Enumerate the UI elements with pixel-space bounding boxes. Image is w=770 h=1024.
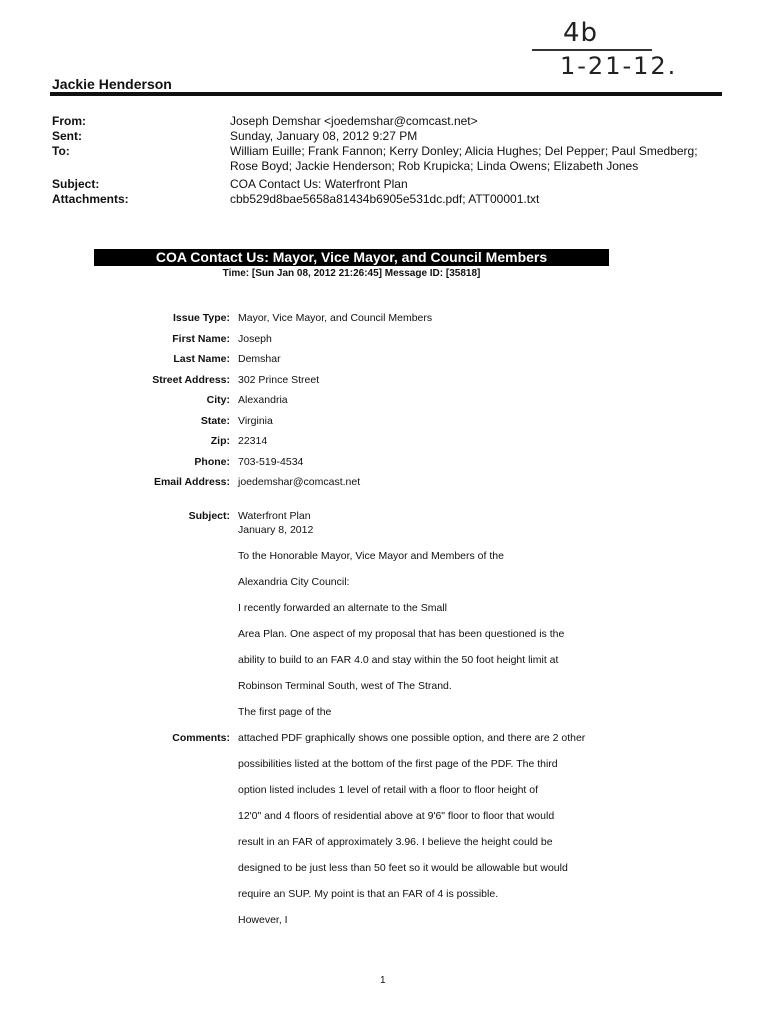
field-row (100, 393, 620, 407)
comment-line-row (100, 549, 620, 563)
comment-line: January 8, 2012 (238, 524, 314, 536)
comment-line-row (100, 913, 620, 927)
comment-line: designed to be just less than 50 feet so it would be allowable but would (238, 862, 568, 874)
comment-line: 12'0" and 4 floors of residential above at 9'6" floor to floor that would (238, 810, 555, 822)
field-row (100, 434, 620, 448)
field-label: Issue Type: (173, 312, 230, 324)
comment-line-row (100, 601, 620, 615)
field-value: Virginia (238, 414, 273, 427)
field-value: Mayor, Vice Mayor, and Council Members (238, 312, 433, 324)
header-label: Attachments: (52, 192, 129, 206)
comment-line-row (100, 523, 620, 537)
subject-field-value: Waterfront Plan (238, 510, 311, 522)
page-number: 1 (380, 975, 386, 986)
mailbox-owner-name: Jackie Henderson (52, 76, 172, 92)
comment-line: Alexandria City Council: (238, 576, 350, 588)
field-value: 302 Prince Street (238, 373, 320, 386)
field-label: Zip: (210, 435, 230, 447)
header-to-value: William Euille; Frank Fannon; Kerry Donley; Alicia Hughes; Del Pepper; Paul Smedberg; Rose Boyd; Jackie Henderson; Rob Krupicka; Linda Owens; Elizabeth Jones (230, 144, 698, 173)
field-label: State: (200, 414, 230, 427)
comments-section (100, 509, 620, 927)
comment-line: attached PDF graphically shows one possible option, and there are 2 other (238, 732, 586, 744)
comment-line-row (100, 575, 620, 589)
handwritten-date: 1-21-12. (560, 52, 678, 80)
field-value: 703-519-4534 (238, 455, 304, 468)
field-value: joedemshar@comcast.net (238, 476, 361, 488)
subject-field-row (100, 509, 620, 523)
comment-line: possibilities listed at the bottom of the first page of the PDF. The third (238, 758, 558, 770)
header-attachments-row (52, 192, 722, 207)
header-label: Sent: (52, 129, 82, 143)
comment-line-row (100, 809, 620, 823)
comment-line-row (100, 861, 620, 875)
field-value: Demshar (238, 353, 281, 365)
field-label: City: (206, 394, 230, 406)
comment-line: result in an FAR of approximately 3.96. I believe the height could be (238, 836, 553, 848)
comments-field-row (100, 731, 620, 745)
header-from-row (52, 114, 722, 129)
comment-line: However, I (238, 914, 288, 926)
header-sent-row (52, 129, 722, 144)
handwritten-underline (532, 49, 652, 51)
comment-line: option listed includes 1 level of retail with a floor to floor height of (238, 784, 539, 796)
field-row (100, 414, 620, 428)
comment-line: Area Plan. One aspect of my proposal that has been questioned is the (238, 628, 565, 640)
field-row (100, 352, 620, 366)
comment-line-row (100, 627, 620, 641)
handwritten-item-number: 4b (563, 18, 599, 48)
message-meta: Time: [Sun Jan 08, 2012 21:26:45] Message ID: [35818] (222, 268, 481, 279)
form-fields (100, 311, 620, 496)
header-label: To: (52, 144, 70, 158)
comment-line-row (100, 705, 620, 719)
field-label: Subject: (188, 510, 230, 522)
comment-line: The first page of the (238, 706, 332, 718)
header-label: From: (52, 114, 86, 128)
field-row (100, 455, 620, 469)
field-value: Alexandria (238, 394, 288, 406)
comment-line: ability to build to an FAR 4.0 and stay within the 50 foot height limit at (238, 654, 559, 666)
comments-label: Comments: (172, 732, 230, 744)
comment-line-row (100, 783, 620, 797)
header-label: Subject: (52, 177, 100, 191)
comment-line-row (100, 835, 620, 849)
field-row (100, 332, 620, 346)
comment-line-row (100, 653, 620, 667)
field-label: Email Address: (153, 476, 230, 488)
comment-line: require an SUP. My point is that an FAR of 4 is possible. (238, 888, 499, 900)
comment-line-row (100, 679, 620, 693)
field-row (100, 311, 620, 325)
header-sent-value: Sunday, January 08, 2012 9:27 PM (230, 129, 418, 143)
header-subject-row (52, 177, 722, 192)
field-row (100, 475, 620, 489)
email-header (52, 114, 722, 207)
form-title-banner: COA Contact Us: Mayor, Vice Mayor, and Council Members (94, 249, 609, 266)
field-label: First Name: (172, 332, 230, 345)
header-to-row (52, 144, 722, 174)
field-value: 22314 (238, 435, 268, 447)
comment-line: I recently forwarded an alternate to the Small (238, 602, 447, 614)
header-subject-value: COA Contact Us: Waterfront Plan (230, 177, 408, 191)
comment-line-row (100, 757, 620, 771)
comment-line: Robinson Terminal South, west of The Strand. (238, 680, 452, 692)
comment-line: To the Honorable Mayor, Vice Mayor and Members of the (238, 550, 504, 562)
field-label: Last Name: (173, 353, 230, 365)
header-divider (50, 92, 722, 96)
field-label: Street Address: (152, 373, 230, 386)
field-value: Joseph (238, 332, 272, 345)
header-from-value: Joseph Demshar <joedemshar@comcast.net> (230, 114, 478, 128)
comment-line-row (100, 887, 620, 901)
field-label: Phone: (194, 455, 230, 468)
field-row (100, 373, 620, 387)
header-attachments-value: cbb529d8bae5658a81434b6905e531dc.pdf; ATT00001.txt (230, 192, 540, 206)
